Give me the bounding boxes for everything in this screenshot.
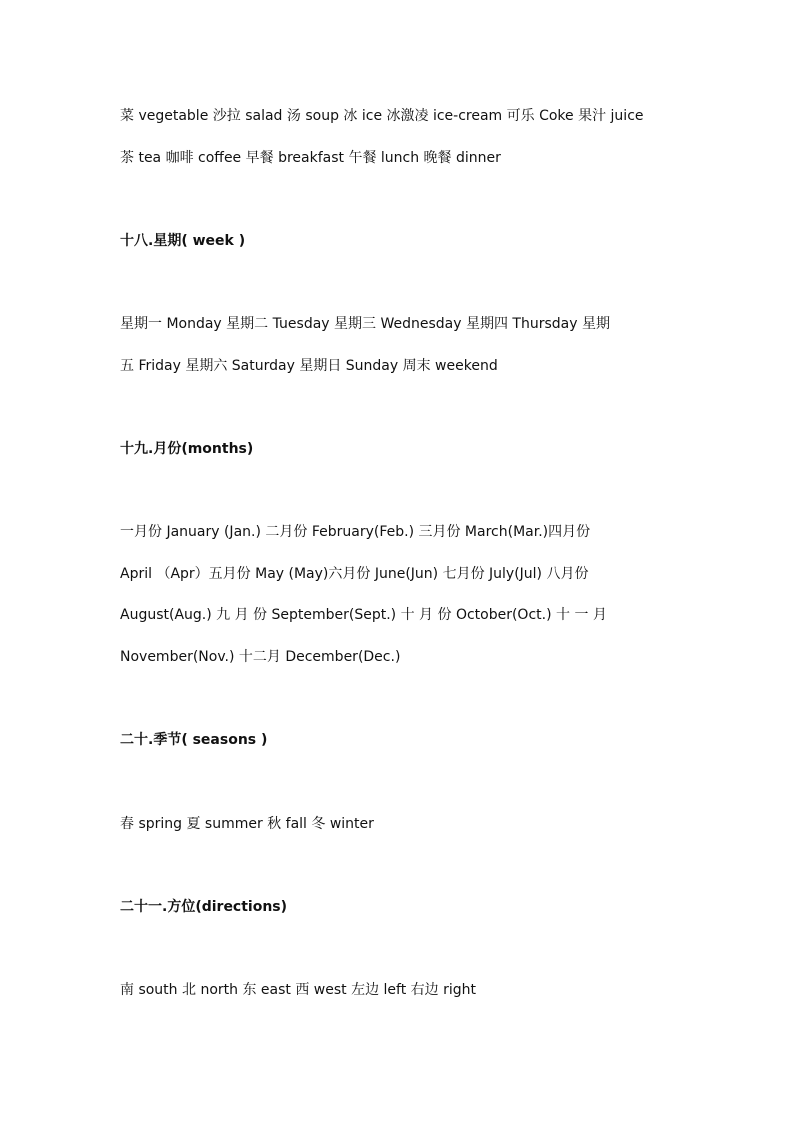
week-line-2: 五 Friday 星期六 Saturday 星期日 Sunday 周末 weekend [120,358,498,374]
food-line-1-text: 菜 vegetable 沙拉 salad 汤 soup 冰 ice 冰激凌 ice-cream 可乐 Coke 果汁 juice [120,108,644,124]
food-line-1 [120,106,680,126]
week-heading: 十八.星期( week ) [120,233,246,249]
directions-heading: 二十一.方位(directions) [120,899,288,915]
week-line-1: 星期一 Monday 星期二 Tuesday 星期三 Wednesday 星期四 Thursday 星期 [120,316,610,332]
months-line-4: November(Nov.) 十二月 December(Dec.) [120,649,401,665]
seasons-line-1: 春 spring 夏 summer 秋 fall 冬 winter [120,816,374,832]
seasons-heading: 二十.季节( seasons ) [120,732,268,748]
food-line-2 [120,148,680,168]
directions-line-1: 南 south 北 north 东 east 西 west 左边 left 右边 right [120,982,476,998]
months-line-3: August(Aug.) 九 月 份 September(Sept.) 十 月 份 October(Oct.) 十 一 月 [120,607,607,623]
food-line-2-text: 茶 tea 咖啡 coffee 早餐 breakfast 午餐 lunch 晚餐 dinner [120,150,501,166]
months-heading: 十九.月份(months) [120,441,254,457]
months-line-2: April （Apr）五月份 May (May)六月份 June(Jun) 七月份 July(Jul) 八月份 [120,566,589,582]
months-line-1: 一月份 January (Jan.) 二月份 February(Feb.) 三月份 March(Mar.)四月份 [120,524,591,540]
